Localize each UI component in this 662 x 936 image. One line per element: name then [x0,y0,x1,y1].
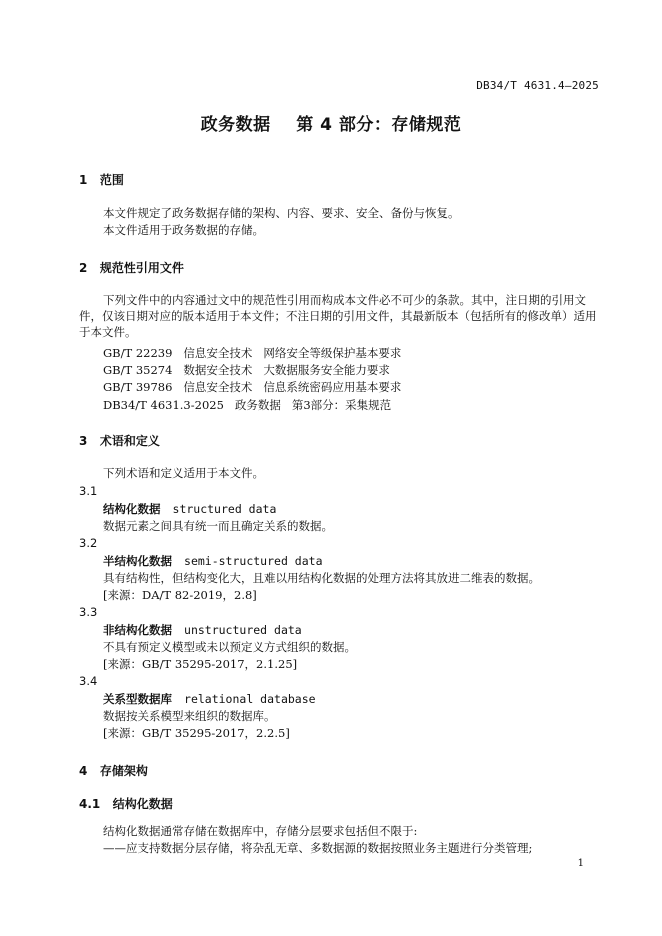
section-3-intro: 下列术语和定义适用于本文件。 [103,466,264,480]
term-number: 3.2 [79,536,98,550]
term-zh: 半结构化数据 [103,554,172,568]
normative-reference: DB34/T 4631.3-2025 政务数据 第3部分：采集规范 [103,398,392,412]
term-zh: 关系型数据库 [103,692,172,706]
term-heading [103,622,302,638]
term-en: structured data [172,502,277,516]
section-1-paragraph-1: 本文件规定了政务数据存储的架构、内容、要求、安全、备份与恢复。 [103,206,460,220]
section-4-1-paragraph-2: ——应支持数据分层存储，将杂乱无章、多数据源的数据按照业务主题进行分类管理; [103,841,533,855]
term-definition: 不具有预定义模型或未以预定义方式组织的数据。 [103,640,356,654]
subsection-4-1-heading: 4.1 结构化数据 [79,797,173,811]
term-source: [来源：GB/T 35295-2017，2.1.25] [103,657,298,671]
normative-reference: GB/T 35274 数据安全技术 大数据服务安全能力要求 [103,363,390,377]
page-number: 1 [577,858,584,869]
term-en: unstructured data [184,623,302,637]
term-number: 3.4 [79,674,98,688]
section-2-heading: 2 规范性引用文件 [79,261,184,275]
term-zh: 非结构化数据 [103,623,172,637]
term-en: semi-structured data [184,554,323,568]
term-heading [103,691,316,707]
section-1-paragraph-2: 本文件适用于政务数据的存储。 [103,223,264,237]
section-1-heading: 1 范围 [79,173,124,187]
term-heading [103,501,276,517]
section-4-1-paragraph-1: 结构化数据通常存储在数据库中，存储分层要求包括但不限于: [103,824,418,838]
term-definition: 具有结构性，但结构变化大，且难以用结构化数据的处理方法将其放进二维表的数据。 [103,571,540,585]
term-number: 3.3 [79,605,98,619]
normative-reference: GB/T 39786 信息安全技术 信息系统密码应用基本要求 [103,380,402,394]
normative-reference: GB/T 22239 信息安全技术 网络安全等级保护基本要求 [103,346,402,360]
term-definition: 数据按关系模型来组织的数据库。 [103,709,276,723]
document-title: 政务数据 第 4 部分：存储规范 [200,115,462,135]
standard-code: DB34/T 4631.4—2025 [476,79,599,92]
term-zh: 结构化数据 [103,502,161,516]
section-4-heading: 4 存储架构 [79,764,148,778]
term-definition: 数据元素之间具有统一而且确定关系的数据。 [103,519,333,533]
section-3-heading: 3 术语和定义 [79,434,160,448]
term-heading [103,553,323,569]
term-number: 3.1 [79,484,98,498]
term-source: [来源：GB/T 35295-2017，2.2.5] [103,726,290,740]
term-source: [来源：DA/T 82-2019，2.8] [103,588,257,602]
section-2-intro: 下列文件中的内容通过文中的规范性引用而构成本文件必不可少的条款。其中，注日期的引用文件，仅该日期对应的版本适用于本文件；不注日期的引用文件，其最新版本（包括所有的修改单）适用于本文件。 [79,293,597,339]
term-en: relational database [184,692,316,706]
